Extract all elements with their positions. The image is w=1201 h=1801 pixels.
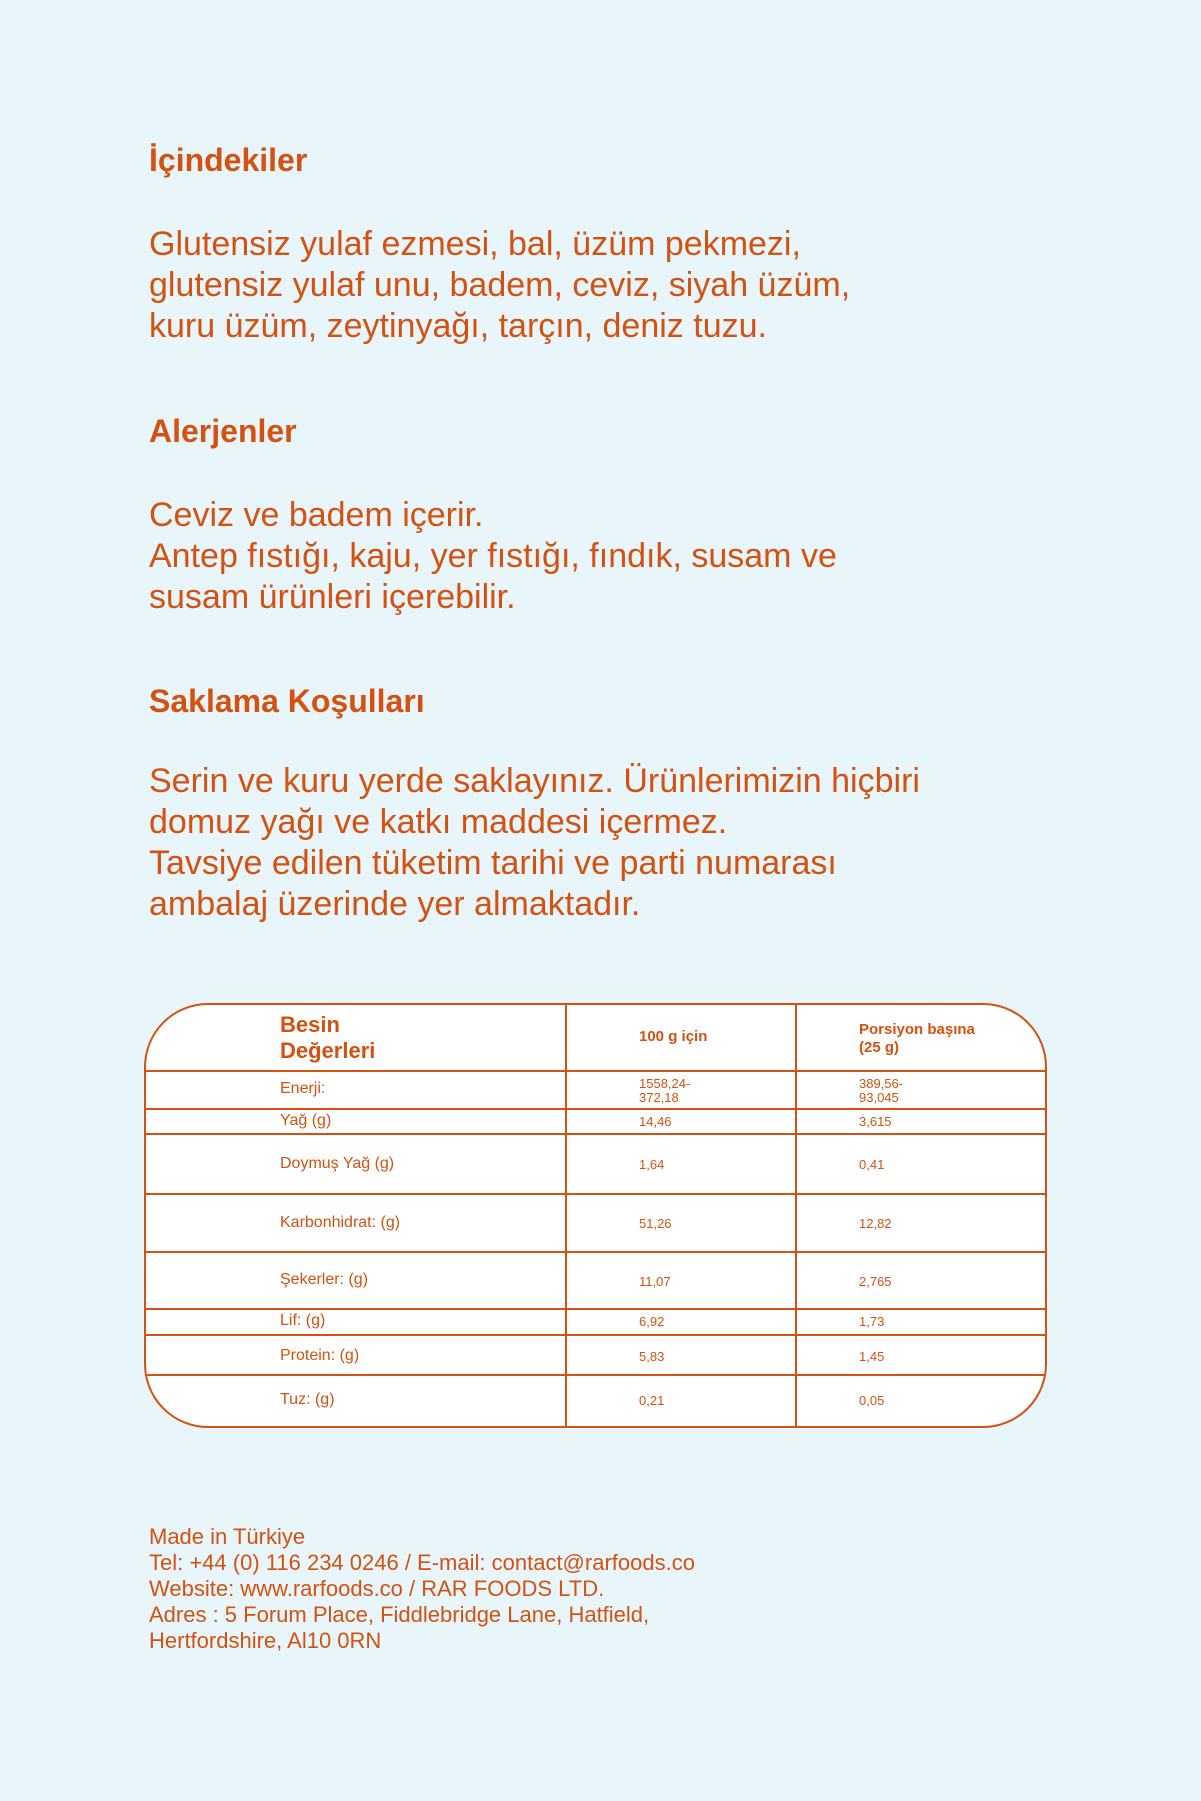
website-line: Website: www.rarfoods.co / RAR FOODS LTD. — [149, 1576, 605, 1601]
nutrient-label: Protein: (g) — [280, 1347, 360, 1364]
storage-line: Tavsiye edilen tüketim tarihi ve parti numarası — [149, 844, 837, 882]
nutrition-header-portion-line: (25 g) — [859, 1039, 900, 1056]
nutrient-per100: 14,46 — [639, 1114, 672, 1129]
nutrient-label: Şekerler: (g) — [280, 1271, 369, 1288]
nutrient-portion: 3,615 — [859, 1114, 892, 1129]
nutrient-per100-line: 372,18 — [639, 1090, 679, 1105]
nutrient-portion: 1,45 — [859, 1349, 885, 1364]
ingredients-line: kuru üzüm, zeytinyağı, tarçın, deniz tuzu. — [149, 307, 767, 345]
storage-title: Saklama Koşulları — [149, 683, 425, 719]
nutrition-header-name-line: Değerleri — [280, 1038, 376, 1063]
address-line: Hertfordshire, Al10 0RN — [149, 1628, 382, 1653]
nutrient-per100: 6,92 — [639, 1314, 665, 1329]
address-line: Adres : 5 Forum Place, Fiddlebridge Lane, Hatfield, — [149, 1602, 650, 1627]
nutrient-portion: 12,82 — [859, 1216, 892, 1231]
nutrient-portion: 0,41 — [859, 1157, 885, 1172]
origin-text: Made in Türkiye — [149, 1524, 306, 1549]
nutrient-label: Yağ (g) — [280, 1112, 332, 1129]
allergens-text — [149, 495, 1049, 618]
storage-line: domuz yağı ve katkı maddesi içermez. — [149, 803, 728, 841]
nutrient-portion: 1,73 — [859, 1314, 885, 1329]
allergens-title: Alerjenler — [149, 413, 297, 449]
nutrient-portion — [859, 1077, 903, 1105]
allergens-line: susam ürünleri içerebilir. — [149, 578, 516, 616]
contact-footer — [149, 1524, 695, 1654]
ingredients-text — [149, 224, 1049, 347]
allergens-line: Ceviz ve badem içerir. — [149, 496, 484, 534]
nutrient-portion-line: 389,56- — [859, 1076, 904, 1091]
contact-line: Tel: +44 (0) 116 234 0246 / E-mail: contact@rarfoods.co — [149, 1550, 695, 1575]
nutrient-portion: 2,765 — [859, 1274, 892, 1289]
ingredients-line: glutensiz yulaf unu, badem, ceviz, siyah üzüm, — [149, 266, 851, 304]
nutrition-table — [144, 1003, 1047, 1428]
column-divider — [565, 1005, 567, 1426]
column-divider — [795, 1005, 797, 1426]
nutrient-per100: 5,83 — [639, 1349, 665, 1364]
nutrition-header-portion — [859, 1021, 975, 1057]
storage-text — [149, 761, 1049, 925]
nutrition-header-name-line: Besin — [280, 1012, 340, 1037]
nutrient-per100: 0,21 — [639, 1393, 665, 1408]
nutrient-label: Karbonhidrat: (g) — [280, 1214, 401, 1231]
allergens-line: Antep fıstığı, kaju, yer fıstığı, fındık, susam ve — [149, 537, 837, 575]
nutrient-label: Lif: (g) — [280, 1312, 326, 1329]
nutrient-portion: 0,05 — [859, 1393, 885, 1408]
nutrition-header-name — [280, 1012, 375, 1064]
nutrient-portion-line: 93,045 — [859, 1090, 899, 1105]
nutrient-label: Doymuş Yağ (g) — [280, 1155, 395, 1172]
nutrient-per100-line: 1558,24- — [639, 1076, 691, 1091]
storage-line: Serin ve kuru yerde saklayınız. Ürünlerimizin hiçbiri — [149, 762, 920, 800]
storage-line: ambalaj üzerinde yer almaktadır. — [149, 885, 641, 923]
nutrient-per100 — [639, 1077, 690, 1105]
ingredients-title: İçindekiler — [149, 142, 308, 178]
nutrient-per100: 1,64 — [639, 1157, 665, 1172]
nutrient-per100: 51,26 — [639, 1216, 672, 1231]
nutrient-per100: 11,07 — [639, 1274, 671, 1289]
nutrient-label: Tuz: (g) — [280, 1391, 335, 1408]
nutrition-header-portion-line: Porsiyon başına — [859, 1021, 975, 1038]
ingredients-line: Glutensiz yulaf ezmesi, bal, üzüm pekmezi, — [149, 225, 801, 263]
nutrition-header-per100: 100 g için — [639, 1028, 708, 1045]
nutrient-label: Enerji: — [280, 1080, 326, 1097]
